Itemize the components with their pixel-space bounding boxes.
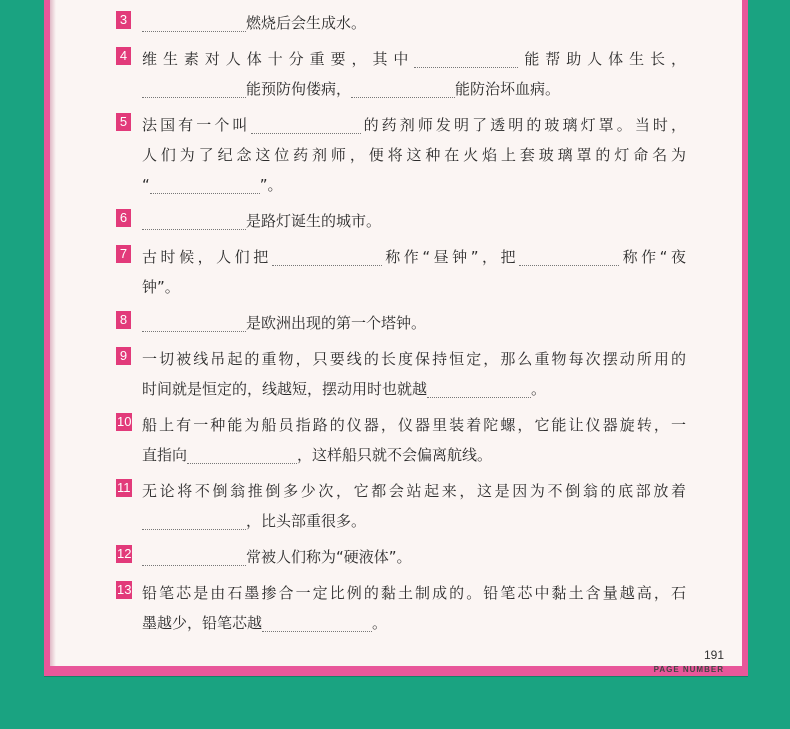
question-text: 法国有一个叫 [142,116,251,134]
question-text: 常被人们称为“硬液体”。 [246,548,412,566]
question-text: 无论将不倒翁推倒多少次，它都会站起来，这是因为不倒翁的底部放着 [142,482,686,500]
question-number: 4 [116,47,131,65]
fill-blank[interactable] [142,12,246,32]
question-text: 的药剂师发明了透明的玻璃灯罩。当时， [360,116,686,134]
question-line [142,206,686,236]
fill-blank[interactable] [414,48,518,68]
page-number-label: PAGE NUMBER [653,665,724,674]
question-line [142,374,686,404]
question-line [142,440,686,470]
question-text: 墨越少，铅笔芯越 [142,614,263,632]
question-text: 称作“昼钟”，把 [381,248,520,266]
question-number: 3 [116,11,131,29]
question-line [142,608,686,638]
question-line [142,506,686,536]
book-cover-edge [44,0,748,676]
question-text: 是路灯诞生的城市。 [246,212,382,230]
question-line [142,344,686,374]
question-line [142,140,686,170]
question-list [116,8,686,644]
question-text: 维生素对人体十分重要，其中 [142,50,415,68]
question-item [116,344,686,404]
question-line [142,578,686,608]
question-text: ，这样船只就不会偏离航线。 [297,446,493,464]
question-text: 一切被线吊起的重物，只要线的长度保持恒定，那么重物每次摆动所用的 [142,350,686,368]
question-number: 11 [117,480,131,495]
fill-blank[interactable] [142,510,246,530]
question-line [142,542,686,572]
question-text: 时间就是恒定的，线越短，摆动用时也就越 [142,380,428,398]
fill-blank[interactable] [142,210,246,230]
question-text: 古时候，人们把 [142,248,272,266]
question-number: 10 [117,414,132,429]
fill-blank[interactable] [519,246,619,266]
fill-blank[interactable] [187,444,297,464]
question-text: 船上有一种能为船员指路的仪器，仪器里装着陀螺，它能让仪器旋转，一 [142,416,686,434]
question-line [142,8,686,38]
question-item [116,110,686,200]
fill-blank[interactable] [142,78,246,98]
question-number: 9 [116,347,131,365]
question-item [116,542,686,572]
question-line [142,308,686,338]
question-line [142,110,686,140]
book-page [50,0,742,674]
question-line [142,74,686,104]
question-item [116,206,686,236]
fill-blank[interactable] [142,312,246,332]
fill-blank[interactable] [150,174,260,194]
question-line [142,476,686,506]
question-text: 称作“夜 [619,248,686,266]
question-line [142,272,686,302]
question-text: “ [142,176,150,194]
question-text: 是欧洲出现的第一个塔钟。 [246,314,427,332]
question-item [116,242,686,302]
question-number: 5 [116,113,131,131]
question-text: 能防治坏血病。 [455,80,561,98]
question-number: 7 [116,245,131,263]
fill-blank[interactable] [262,612,372,632]
question-line [142,410,686,440]
question-item [116,44,686,104]
question-text: 能预防佝偻病， [246,80,352,98]
question-number: 12 [117,546,132,561]
page-number: 191 [703,648,724,662]
question-text: 燃烧后会生成水。 [246,14,367,32]
fill-blank[interactable] [351,78,455,98]
question-item [116,476,686,536]
question-text: 。 [531,380,547,398]
fill-blank[interactable] [427,378,531,398]
question-text: 直指向 [142,446,188,464]
question-line [142,170,686,200]
question-text: 钟”。 [142,278,180,296]
question-item [116,410,686,470]
question-text: ”。 [259,176,283,194]
question-text: ，比头部重很多。 [246,512,367,530]
question-number: 8 [116,311,131,329]
fill-blank[interactable] [251,114,361,134]
fill-blank[interactable] [272,246,382,266]
question-item [116,578,686,638]
question-line [142,44,686,74]
question-text: 能帮助人体生长， [518,50,686,68]
question-text: 铅笔芯是由石墨掺合一定比例的黏土制成的。铅笔芯中黏土含量越高，石 [142,584,686,602]
question-item [116,8,686,38]
page-fold-shadow [50,0,56,666]
question-item [116,308,686,338]
fill-blank[interactable] [142,546,246,566]
question-line [142,242,686,272]
question-number: 6 [116,209,131,227]
question-text: 。 [372,614,388,632]
question-number: 13 [117,582,132,597]
question-text: 人们为了纪念这位药剂师，便将这种在火焰上套玻璃罩的灯命名为 [142,146,686,164]
